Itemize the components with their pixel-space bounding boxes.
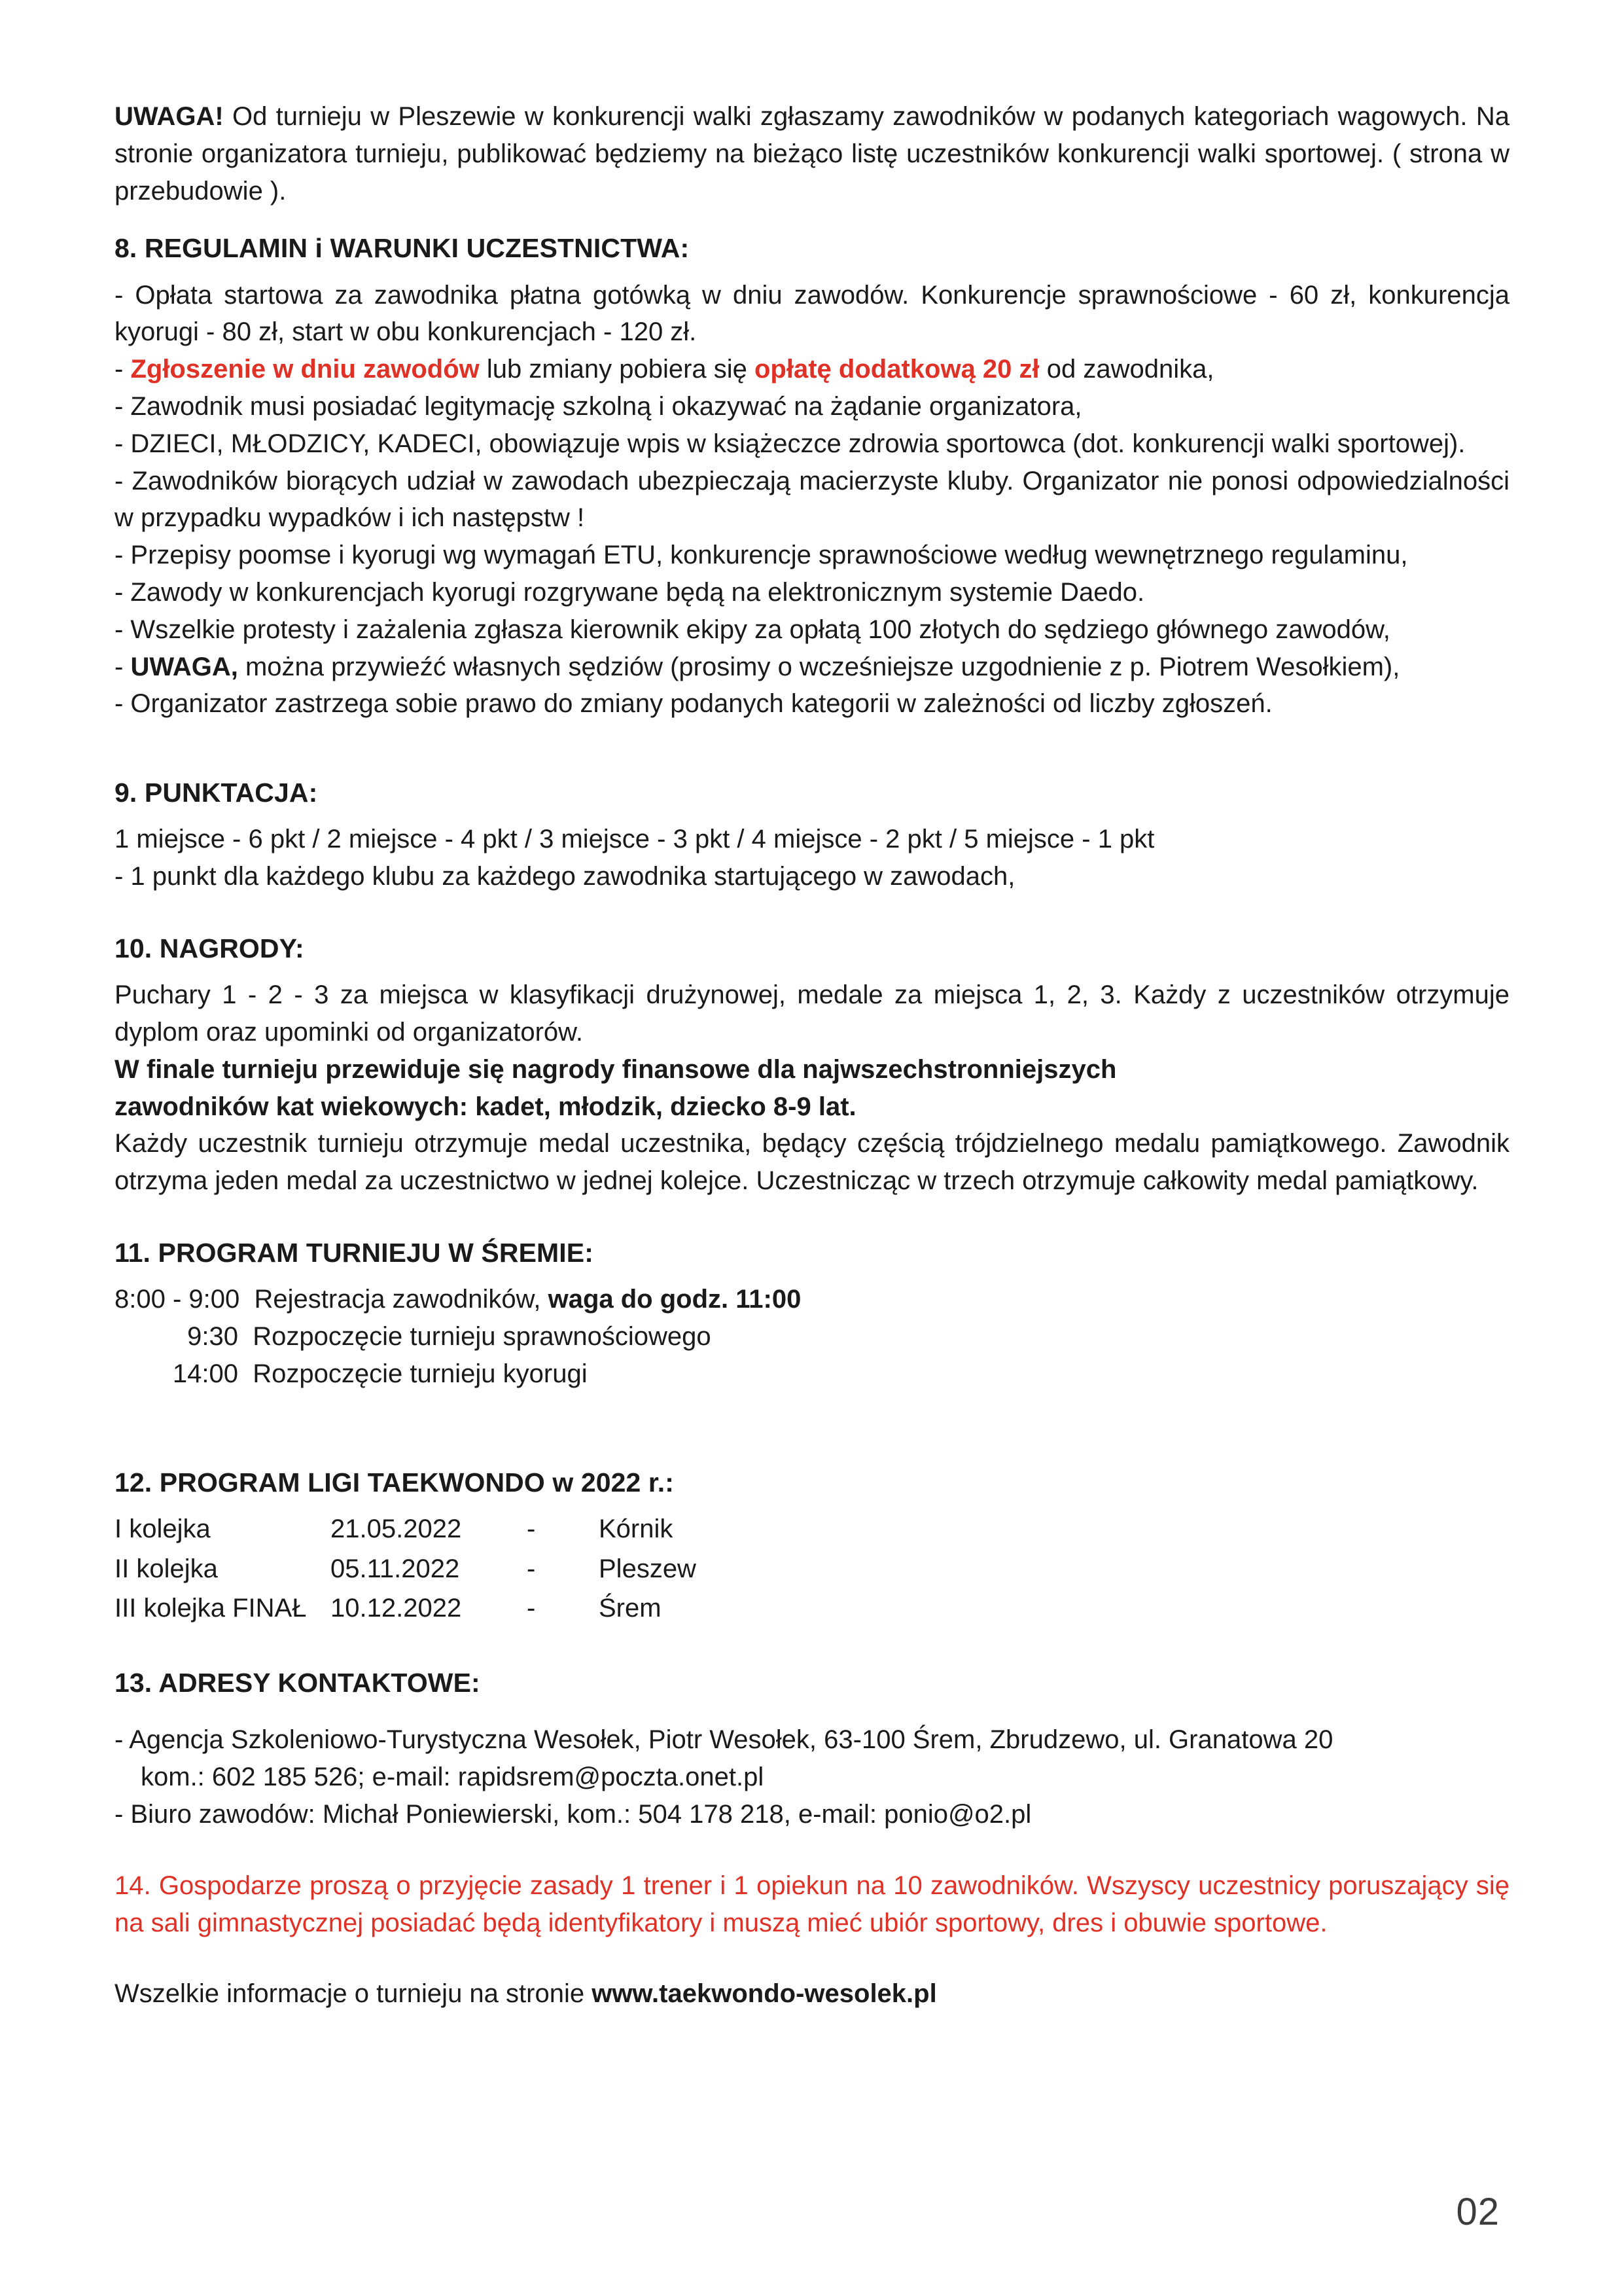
section-8-item-4: - DZIECI, MŁODZICY, KADECI, obowiązuje wpis w książeczce zdrowia sportowca (dot. konkurencji walki sportowej).	[115, 429, 1466, 458]
liga-row-dash: -	[527, 1514, 536, 1543]
table-row	[115, 1511, 696, 1551]
intro-paragraph	[115, 98, 1509, 209]
liga-row-dash: -	[527, 1594, 536, 1623]
liga-row-city: Pleszew	[599, 1554, 696, 1583]
document-body	[115, 98, 1509, 2013]
spacer	[115, 895, 1509, 929]
section-11-line-1-bold: waga do godz. 11:00	[548, 1285, 802, 1314]
section-10-heading: 10. NAGRODY:	[115, 933, 304, 963]
section-8-item-1: - Opłata startowa za zawodnika płatna gotówką w dniu zawodów. Konkurencje sprawnościowe - 60 zł, konkurencja kyorugi - 80 zł, start w obu konkurencjach - 120 zł.	[115, 280, 1509, 347]
section-10-prize-line-2: zawodników kat wiekowych: kadet, młodzik, dziecko 8-9 lat.	[115, 1092, 856, 1121]
section-8-item-9-rest: można przywieźć własnych sędziów (prosimy o wcześniejsze uzgodnienie z p. Piotrem Wesołkiem),	[238, 652, 1400, 681]
intro-text: Od turnieju w Pleszewie w konkurencji walki zgłaszamy zawodników w podanych kategoriach wagowych. Na stronie organizatora turnieju, publikować będziemy na bieżąco listę uczestników konkurencji walki sportowej. ( strona w przebudowie ).	[115, 102, 1509, 206]
liga-schedule-table	[115, 1511, 696, 1630]
section-14-note: 14. Gospodarze proszą o przyjęcie zasady 1 trener i 1 opiekun na 10 zawodników. Wszyscy uczestnicy poruszający się na sali gimnastycznej posiadać będą identyfikatory i muszą mieć ubiór sportowy, dres i obuwie sportowe.	[115, 1871, 1509, 1937]
table-row	[115, 1551, 696, 1590]
spacer	[115, 1272, 1509, 1281]
section-11-heading: 11. PROGRAM TURNIEJU W ŚREMIE:	[115, 1237, 593, 1268]
section-8-item-9-dash: -	[115, 652, 131, 681]
footer-info	[115, 1975, 1509, 2013]
spacer	[115, 1200, 1509, 1234]
section-8-item-2-highlight-2: opłatę dodatkową 20 zł	[754, 355, 1040, 384]
liga-row-name: I kolejka	[115, 1514, 211, 1543]
section-13-heading: 13. ADRESY KONTAKTOWE:	[115, 1668, 480, 1698]
liga-row-city: Kórnik	[599, 1514, 673, 1543]
section-8-item-2	[115, 351, 1509, 388]
section-8-heading: 8. REGULAMIN i WARUNKI UCZESTNICTWA:	[115, 233, 690, 264]
section-10-prize-line-1: W finale turnieju przewiduje się nagrody finansowe dla najwszechstronniejszych	[115, 1054, 1117, 1084]
spacer	[115, 1702, 1509, 1721]
spacer	[115, 268, 1509, 277]
section-8-item-10: - Organizator zastrzega sobie prawo do zmiany podanych kategorii w zależności od liczby zgłoszeń.	[115, 689, 1273, 719]
intro-lead: UWAGA!	[115, 102, 224, 131]
section-8-item-2-end: od zawodnika,	[1039, 355, 1214, 384]
liga-schedule-body	[115, 1511, 696, 1630]
spacer	[115, 1501, 1509, 1511]
liga-row-date: 05.11.2022	[330, 1554, 460, 1583]
section-8-item-5: - Zawodników biorących udział w zawodach ubezpieczają macierzyste kluby. Organizator nie ponosi odpowiedzialności w przypadku wypadków i ich następstw !	[115, 466, 1509, 533]
page-number: 02	[1456, 2191, 1500, 2233]
table-row	[115, 1590, 696, 1630]
section-11-schedule-line-3: 14:00 Rozpoczęcie turnieju kyorugi	[115, 1359, 588, 1388]
section-9-points: 1 miejsce - 6 pkt / 2 miejsce - 4 pkt / 3 miejsce - 3 pkt / 4 miejsce - 2 pkt / 5 miejsce - 1 pkt	[115, 825, 1155, 854]
spacer	[115, 967, 1509, 977]
spacer	[115, 1630, 1509, 1664]
section-8-item-7: - Zawody w konkurencjach kyorugi rozgrywane będą na elektronicznym systemie Daedo.	[115, 577, 1145, 607]
liga-row-city: Śrem	[599, 1594, 662, 1623]
section-9-club-point: - 1 punkt dla każdego klubu za każdego zawodnika startującego w zawodach,	[115, 862, 1015, 891]
section-8-item-9	[115, 649, 1509, 686]
section-8-item-8: - Wszelkie protesty i zażalenia zgłasza kierownik ekipy za opłatą 100 złotych do sędziego głównego zawodów,	[115, 615, 1390, 644]
contact-office: - Biuro zawodów: Michał Poniewierski, kom.: 504 178 218, e-mail: ponio@o2.pl	[115, 1800, 1032, 1829]
section-8-item-3: - Zawodnik musi posiadać legitymację szkolną i okazywać na żądanie organizatora,	[115, 392, 1082, 421]
section-8-item-6: - Przepisy poomse i kyorugi wg wymagań ETU, konkurencje sprawnościowe według wewnętrznego regulaminu,	[115, 541, 1408, 570]
contact-agency-phone-email: kom.: 602 185 526; e-mail: rapidsrem@poczta.onet.pl	[141, 1763, 764, 1792]
liga-row-date: 10.12.2022	[330, 1594, 462, 1623]
spacer	[115, 1941, 1509, 1975]
section-8-item-2-highlight-1: Zgłoszenie w dniu zawodów	[130, 355, 480, 384]
footer-website[interactable]: www.taekwondo-wesolek.pl	[591, 1979, 937, 2009]
section-11-line-1-time: 8:00 - 9:00 Rejestracja zawodników,	[115, 1285, 548, 1314]
section-9-heading: 9. PUNKTACJA:	[115, 778, 318, 808]
footer-prefix: Wszelkie informacje o turnieju na stronie	[115, 1979, 592, 2009]
contact-agency: - Agencja Szkoleniowo-Turystyczna Wesołek, Piotr Wesołek, 63-100 Śrem, Zbrudzewo, ul. Granatowa 20	[115, 1725, 1333, 1755]
section-12-heading: 12. PROGRAM LIGI TAEKWONDO w 2022 r.:	[115, 1467, 674, 1498]
section-11-schedule-line-2: 9:30 Rozpoczęcie turnieju sprawnościowego	[115, 1322, 711, 1351]
spacer	[115, 723, 1509, 774]
spacer	[115, 812, 1509, 821]
spacer	[115, 1833, 1509, 1867]
section-8-item-2-mid: lub zmiany pobiera się	[479, 355, 754, 384]
liga-row-date: 21.05.2022	[330, 1514, 462, 1543]
liga-row-name: II kolejka	[115, 1554, 218, 1583]
section-11-schedule-line-1	[115, 1281, 1509, 1318]
liga-row-name: III kolejka FINAŁ	[115, 1594, 307, 1623]
liga-row-dash: -	[527, 1554, 536, 1583]
spacer	[115, 209, 1509, 229]
section-10-item-1: Puchary 1 - 2 - 3 za miejsca w klasyfikacji drużynowej, medale za miejsca 1, 2, 3. Każdy z uczestników otrzymuje dyplom oraz upominki od organizatorów.	[115, 980, 1509, 1047]
spacer	[115, 1393, 1509, 1444]
section-10-item-3: Każdy uczestnik turnieju otrzymuje medal uczestnika, będący częścią trójdzielnego medalu pamiątkowego. Zawodnik otrzyma jeden medal za uczestnictwo w jednej kolejce. Uczestnicząc w trzech otrzymuje całkowity medal pamiątkowy.	[115, 1129, 1509, 1196]
section-8-item-9-lead: UWAGA,	[130, 652, 238, 681]
section-8-item-2-dash: -	[115, 355, 131, 384]
spacer	[115, 1444, 1509, 1463]
